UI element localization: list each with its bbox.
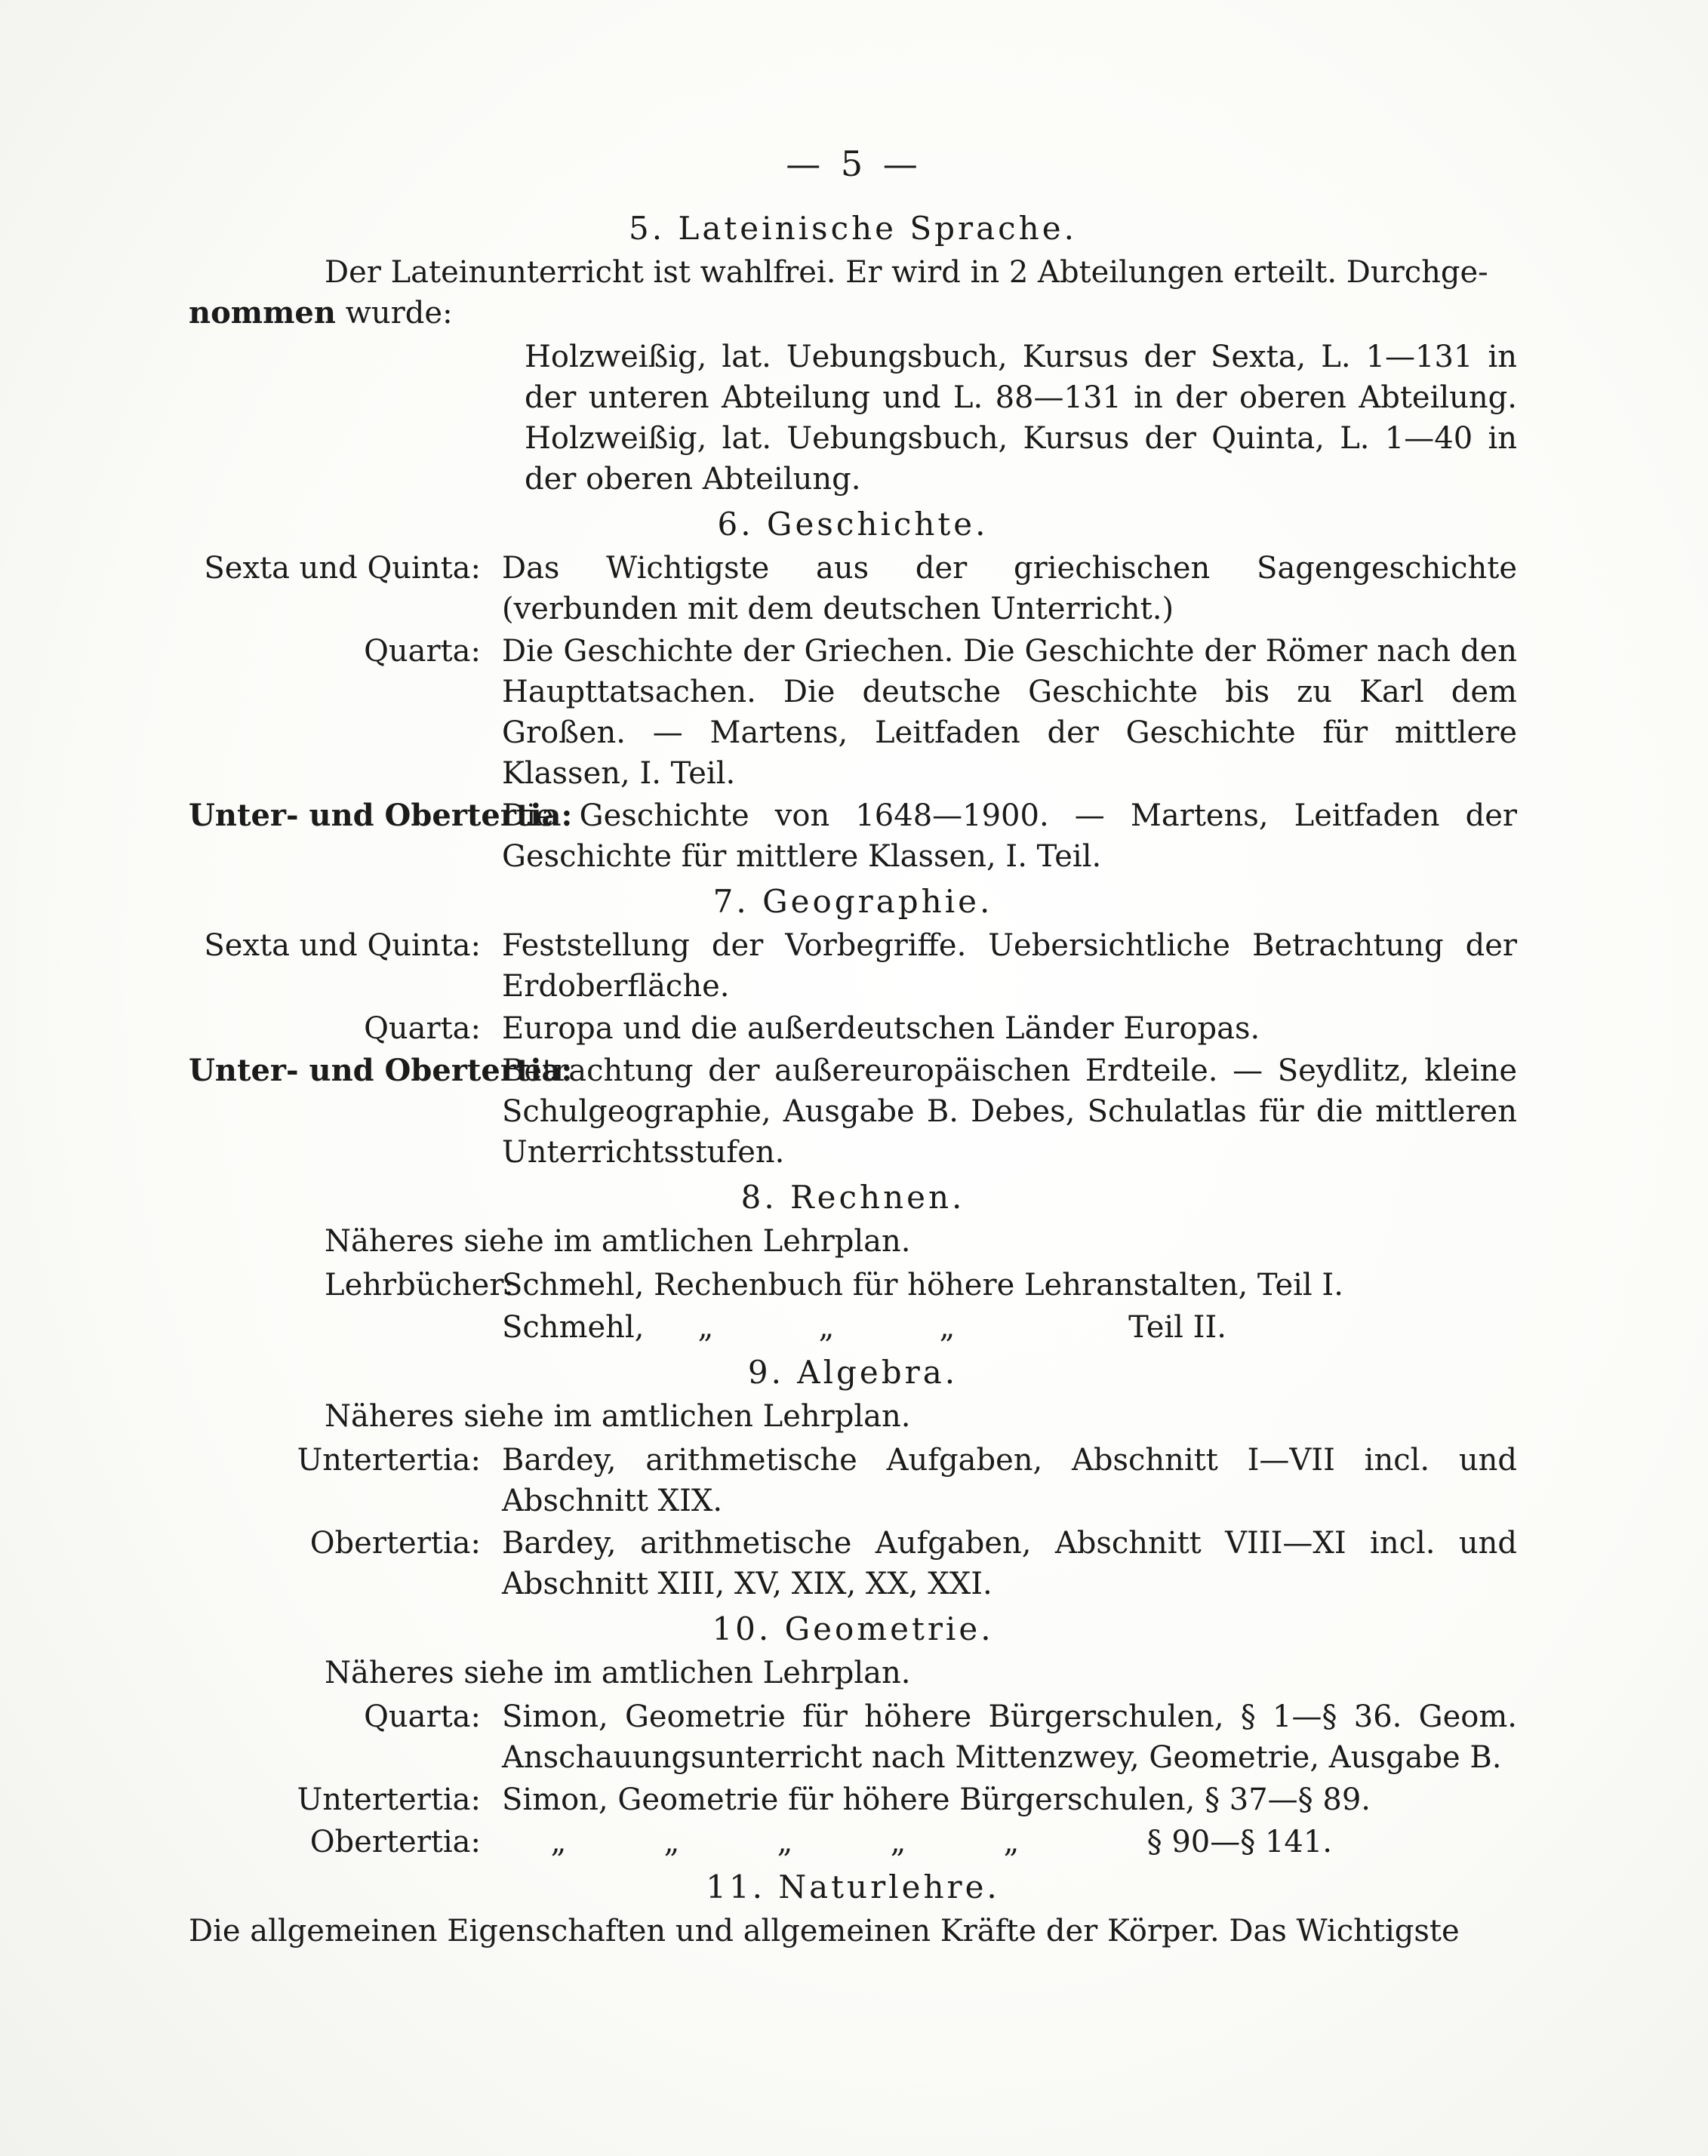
- geometry-ober-range: § 90—§ 141.: [1146, 1825, 1332, 1859]
- arithmetic-book2-row: [189, 1307, 1517, 1348]
- ditto-mark: „: [1003, 1825, 1020, 1859]
- history-text: Die Geschichte von 1648—1900. — Martens, Leitfaden der Geschichte für mittlere Klassen, I. Teil.: [502, 798, 1517, 874]
- algebra-label: Obertertia:: [309, 1526, 481, 1561]
- geography-label: Quarta:: [364, 1011, 481, 1046]
- latin-intro-rest: wurde:: [335, 296, 453, 331]
- heading-history: 6. Geschichte.: [717, 506, 989, 543]
- geometry-ober-label: Obertertia:: [309, 1825, 481, 1859]
- algebra-label: Untertertia:: [297, 1443, 481, 1478]
- geometry-row: [189, 1696, 1517, 1778]
- geography-text: Europa und die außerdeutschen Länder Europas.: [502, 1011, 1260, 1046]
- geometry-ober-row: [189, 1822, 1517, 1862]
- geography-label: Sexta und Quinta:: [204, 928, 481, 963]
- geography-label: Unter- und Obertertia:: [189, 1053, 573, 1088]
- geometry-text: Simon, Geometrie für höhere Bürgerschulen, § 1—§ 36. Geom. Anschauungsunterricht nach Mittenzwey, Geometrie, Ausgabe B.: [502, 1699, 1517, 1775]
- heading-algebra: 9. Algebra.: [747, 1354, 959, 1391]
- history-label: Sexta und Quinta:: [204, 551, 481, 586]
- ditto-mark: „: [777, 1825, 793, 1859]
- ditto-mark: „: [663, 1825, 680, 1859]
- algebra-text: Bardey, arithmetische Aufgaben, Abschnitt I—VII incl. und Abschnitt XIX.: [502, 1443, 1517, 1518]
- geography-text: Betrachtung der außereuropäischen Erdteile. — Seydlitz, kleine Schulgeographie, Ausgabe B. Debes, Schulatlas für die mittleren Unterrichtsstufen.: [502, 1053, 1517, 1170]
- history-text: Die Geschichte der Griechen. Die Geschichte der Römer nach den Haupttatsachen. Die deutsche Geschichte bis zu Karl dem Großen. — Martens, Leitfaden der Geschichte für mittlere Klassen, I. Teil.: [502, 634, 1517, 791]
- content: [189, 204, 1517, 1955]
- geometry-text: Simon, Geometrie für höhere Bürgerschulen, § 37—§ 89.: [502, 1782, 1371, 1817]
- latin-intro: [189, 252, 1517, 334]
- geography-text: Feststellung der Vorbegriffe. Uebersichtliche Betrachtung der Erdoberfläche.: [502, 928, 1517, 1004]
- geometry-row: [189, 1779, 1517, 1820]
- ditto-mark: „: [890, 1825, 906, 1859]
- history-row: [189, 548, 1517, 629]
- heading-physics: 11. Naturlehre.: [706, 1868, 1000, 1905]
- ditto-mark: „: [818, 1310, 835, 1345]
- arithmetic-book2-author: Schmehl,: [502, 1310, 645, 1345]
- algebra-text: Bardey, arithmetische Aufgaben, Abschnitt VIII—XI incl. und Abschnitt XIII, XV, XIX, XX, XXI.: [502, 1526, 1517, 1601]
- heading-geography: 7. Geographie.: [712, 883, 993, 920]
- ditto-mark: „: [550, 1825, 567, 1859]
- latin-intro-bold: nommen: [189, 295, 336, 331]
- history-label: Quarta:: [364, 634, 481, 669]
- history-label: Unter- und Obertertia:: [189, 798, 573, 833]
- arithmetic-book2-part: Teil II.: [1128, 1310, 1226, 1345]
- algebra-intro: Näheres siehe im amtlichen Lehrplan.: [325, 1399, 911, 1434]
- geography-row: [189, 925, 1517, 1007]
- geography-row: [189, 1050, 1517, 1173]
- latin-intro-text: Der Lateinunterricht ist wahlfrei. Er wird in 2 Abteilungen erteilt. Durchge-: [325, 255, 1488, 290]
- geometry-label: Quarta:: [364, 1699, 481, 1734]
- arithmetic-book1: Schmehl, Rechenbuch für höhere Lehranstalten, Teil I.: [502, 1268, 1343, 1303]
- algebra-row: [189, 1440, 1517, 1521]
- history-text: Das Wichtigste aus der griechischen Sagengeschichte (verbunden mit dem deutschen Unterricht.): [502, 551, 1517, 626]
- heading-latin: 5. Lateinische Sprache.: [629, 210, 1077, 247]
- page-number: — 5 —: [786, 143, 922, 184]
- heading-geometry: 10. Geometrie.: [712, 1610, 994, 1647]
- geometry-ober: [502, 1822, 1332, 1862]
- heading-arithmetic: 8. Rechnen.: [740, 1179, 965, 1216]
- geometry-intro: Näheres siehe im amtlichen Lehrplan.: [325, 1656, 911, 1690]
- geometry-label: Untertertia:: [297, 1782, 481, 1817]
- history-row: [189, 631, 1517, 794]
- arithmetic-books-row: [189, 1265, 1517, 1306]
- history-row: [189, 795, 1517, 877]
- arithmetic-book2: [502, 1307, 1226, 1348]
- physics-text: Die allgemeinen Eigenschaften und allgemeinen Kräfte der Körper. Das Wichtigste: [189, 1914, 1460, 1948]
- arithmetic-books-label: Lehrbücher:: [325, 1268, 514, 1303]
- ditto-mark: „: [939, 1310, 956, 1345]
- algebra-row: [189, 1523, 1517, 1604]
- latin-body: Holzweißig, lat. Uebungsbuch, Kursus der Sexta, L. 1—131 in der unteren Abteilung und L. 88—131 in der oberen Abteilung. Holzweißig, lat. Uebungsbuch, Kursus der Quinta, L. 1—40 in der oberen Abteilung.: [525, 340, 1517, 497]
- ditto-mark: „: [697, 1310, 714, 1345]
- arithmetic-intro: Näheres siehe im amtlichen Lehrplan.: [325, 1224, 911, 1259]
- geography-row: [189, 1008, 1517, 1049]
- arithmetic-book2-spacer: [189, 1307, 502, 1348]
